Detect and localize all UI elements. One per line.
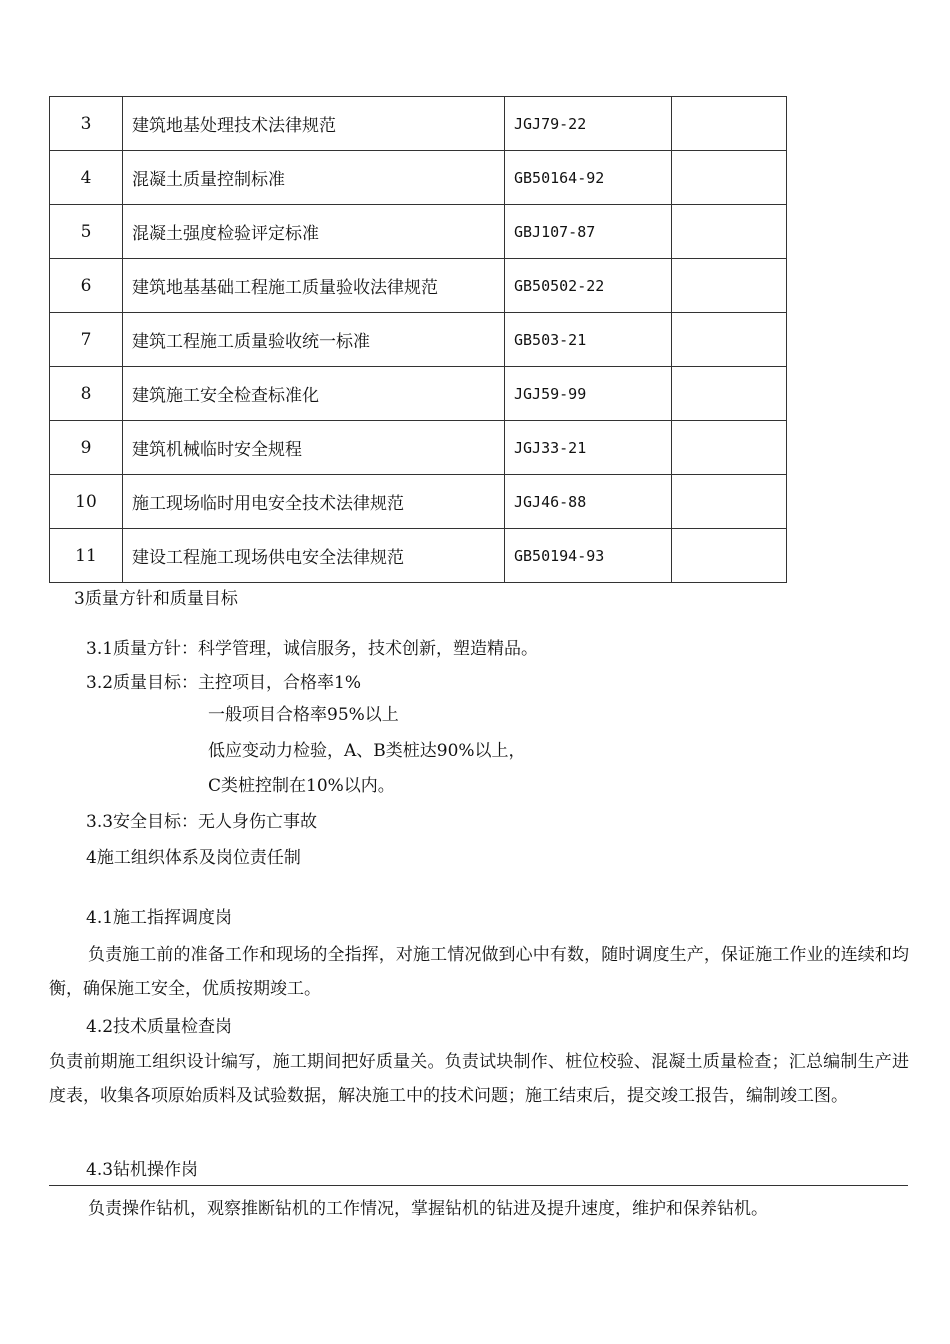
note-cell	[672, 205, 787, 259]
table-row	[50, 421, 787, 475]
row-number: 4	[50, 151, 123, 205]
standard-code: JGJ59-99	[505, 367, 672, 421]
quality-goal-pile-ab: 低应变动力检验，A、B类桩达90%以上，	[208, 741, 526, 761]
row-number: 11	[50, 529, 123, 583]
note-cell	[672, 421, 787, 475]
section-4-1-body: 负责施工前的准备工作和现场的全指挥，对施工情况做到心中有数，随时调度生产，保证施工作业的连续和均衡，确保施工安全，优质按期竣工。	[49, 945, 909, 999]
section-4-1-title: 4.1施工指挥调度岗	[86, 908, 233, 928]
row-number: 9	[50, 421, 123, 475]
horizontal-rule	[49, 1185, 908, 1186]
note-cell	[672, 529, 787, 583]
standard-name: 建设工程施工现场供电安全法律规范	[123, 529, 505, 583]
standard-name: 建筑施工安全检查标准化	[123, 367, 505, 421]
row-number: 7	[50, 313, 123, 367]
standard-code: GB503-21	[505, 313, 672, 367]
table-row	[50, 313, 787, 367]
standard-code: JGJ46-88	[505, 475, 672, 529]
section-4-heading: 4施工组织体系及岗位责任制	[86, 848, 301, 868]
quality-goal-general: 一般项目合格率95%以上	[208, 705, 399, 725]
standard-code: GB50164-92	[505, 151, 672, 205]
note-cell	[672, 475, 787, 529]
section-3-heading: 3质量方针和质量目标	[74, 589, 238, 609]
section-4-2-title: 4.2技术质量检查岗	[86, 1017, 233, 1037]
note-cell	[672, 97, 787, 151]
row-number: 8	[50, 367, 123, 421]
standard-code: GB50502-22	[505, 259, 672, 313]
row-number: 10	[50, 475, 123, 529]
standards-table	[49, 96, 787, 583]
standard-name: 建筑地基基础工程施工质量验收法律规范	[123, 259, 505, 313]
note-cell	[672, 259, 787, 313]
note-cell	[672, 367, 787, 421]
table-row	[50, 529, 787, 583]
table-row	[50, 475, 787, 529]
standard-name: 混凝土强度检验评定标准	[123, 205, 505, 259]
section-4-3-body: 负责操作钻机，观察推断钻机的工作情况，掌握钻机的钻进及提升速度，维护和保养钻机。	[88, 1199, 768, 1219]
section-4-2-body: 负责前期施工组织设计编写，施工期间把好质量关。负责试块制作、桩位校验、混凝土质量检查；汇总编制生产进度表，收集各项原始质料及试验数据，解决施工中的技术问题；施工结束后，提交竣工报告，编制竣工图。	[49, 1052, 909, 1106]
row-number: 5	[50, 205, 123, 259]
table-row	[50, 367, 787, 421]
section-4-3-title: 4.3钻机操作岗	[86, 1160, 199, 1180]
standard-code: JGJ79-22	[505, 97, 672, 151]
standard-code: JGJ33-21	[505, 421, 672, 475]
standard-name: 施工现场临时用电安全技术法律规范	[123, 475, 505, 529]
quality-goal-main: 3.2质量目标：主控项目，合格率1%	[86, 673, 362, 693]
standard-code: GBJ107-87	[505, 205, 672, 259]
table-row	[50, 151, 787, 205]
row-number: 3	[50, 97, 123, 151]
note-cell	[672, 151, 787, 205]
table-row	[50, 205, 787, 259]
standard-name: 混凝土质量控制标准	[123, 151, 505, 205]
standard-code: GB50194-93	[505, 529, 672, 583]
table-row	[50, 259, 787, 313]
standard-name: 建筑机械临时安全规程	[123, 421, 505, 475]
quality-goal-pile-c: C类桩控制在10%以内。	[208, 776, 395, 796]
safety-goal: 3.3安全目标：无人身伤亡事故	[86, 812, 318, 832]
standard-name: 建筑工程施工质量验收统一标准	[123, 313, 505, 367]
quality-policy: 3.1质量方针：科学管理，诚信服务，技术创新，塑造精品。	[86, 639, 539, 659]
standard-name: 建筑地基处理技术法律规范	[123, 97, 505, 151]
standards-table-body	[50, 97, 787, 583]
table-row	[50, 97, 787, 151]
row-number: 6	[50, 259, 123, 313]
note-cell	[672, 313, 787, 367]
